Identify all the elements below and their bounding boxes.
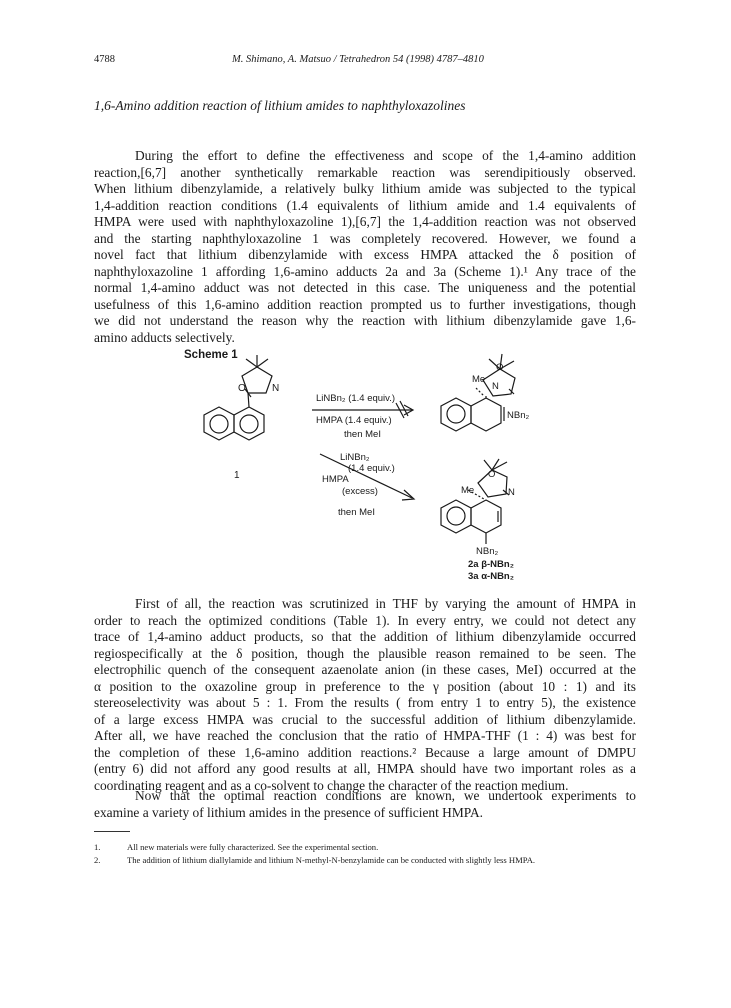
paragraph-line: regiospecifically at the δ position, though the plausible reason remained to be seen. The xyxy=(94,645,636,661)
paragraph-line: During the effort to define the effectiveness and scope of the 1,4-amino addition xyxy=(135,148,636,163)
scheme-label: Scheme 1 xyxy=(184,349,238,361)
paragraph-line: stereoselectivity was about 5 : 1. From the results ( from entry 1 to entry 5), the existence xyxy=(94,695,636,710)
footnote-text: The addition of lithium diallylamide and lithium N-methyl-N-benzylamide can be conducted with slightly less HMPA. xyxy=(127,855,536,865)
product1-ring-right xyxy=(471,398,501,431)
paragraph-line: naphthyloxazoline 1 affording 1,6-amino adducts 2a and 3a (Scheme 1).¹ Any trace of the xyxy=(94,263,636,279)
paragraph-line: normal 1,4-amino adduct was not detected in this case. The uniqueness and the potential xyxy=(94,280,636,295)
paragraph-line: 1,4-addition reaction conditions (1.4 equivalents of lithium amide and 1.4 equivalents of xyxy=(94,197,636,213)
reagent-lin-bn2: LiNBn₂ (1.4 equiv.) xyxy=(316,393,396,404)
reagent-hmpa: HMPA (1.4 equiv.) xyxy=(316,415,392,426)
product1-ring-left xyxy=(441,398,471,431)
paragraph-line: After all, we have reached the conclusion that the ratio of HMPA-THF (1 : 4) was best for xyxy=(94,728,636,743)
paragraph-line: α position to the oxazoline group in preference to the γ position (about 10 : 1) and its xyxy=(94,678,636,694)
naphthalene-ring-right xyxy=(234,407,264,440)
paragraph-line: (entry 6) did not afford any good results at all, HMPA should have two important roles as a xyxy=(94,761,636,776)
product1-oxazoline-ring xyxy=(483,369,515,396)
product1-oxygen-label: O xyxy=(496,362,504,373)
paragraph-line: the completion of these 1,6-amino addition reactions.² Because a large amount of DMPU xyxy=(94,744,636,760)
footnote-number: 1. xyxy=(94,842,101,852)
compound-label-2a: 2a β-NBn₂ xyxy=(468,559,514,570)
product2-methyl-label: Me xyxy=(461,485,475,496)
paragraph-line: electrophilic quench of the consequent azaenolate anion (in these cases, MeI) occurred at the xyxy=(94,662,636,677)
product1-nitrogen-label: N xyxy=(492,381,499,392)
paragraph-line: of a large excess HMPA was crucial to the successful addition of lithium dibenzylamide. xyxy=(94,711,636,727)
product2-nbn2-label: NBn₂ xyxy=(476,546,499,557)
compound-label-3a: 3a α-NBn₂ xyxy=(468,571,514,582)
page-number: 4788 xyxy=(94,54,115,65)
paragraph-line: examine a variety of lithium amides in the presence of sufficient HMPA. xyxy=(94,804,483,820)
nitrogen-atom-label: N xyxy=(272,383,280,394)
footnote-1 xyxy=(94,842,378,852)
running-title: M. Shimano, A. Matsuo / Tetrahedron 54 (1998) 4787–4810 xyxy=(232,54,484,65)
product1-nbn2-label: NBn₂ xyxy=(507,410,530,421)
paragraph-line: usefulness of this 1,6-amino addition reaction prompted us to further investigations, though xyxy=(94,296,636,312)
paragraph-line: order to reach the optimized conditions (Table 1). In every entry, we could not detect any xyxy=(94,612,636,628)
oxygen-atom-label: O xyxy=(238,383,246,394)
paragraph-line: novel fact that lithium dibenzylamide with excess HMPA attacked the δ position of xyxy=(94,247,636,262)
reagent-quench: then MeI xyxy=(344,429,381,440)
paragraph-3 xyxy=(94,788,636,821)
paragraph-line: reaction,[6,7] another synthetically remarkable reaction was serendipitiously observed. xyxy=(94,164,636,180)
paragraph-2 xyxy=(94,596,636,794)
reagent-hmpa: HMPA xyxy=(322,474,349,485)
compound-label-1: 1 xyxy=(234,470,240,481)
reagent-quench: then MeI xyxy=(338,507,375,518)
footnote-2 xyxy=(94,855,535,865)
paragraph-line: Now that the optimal reaction conditions are known, we undertook experiments to xyxy=(135,788,636,803)
reagent-excess: (excess) xyxy=(342,486,378,497)
paragraph-line: First of all, the reaction was scrutinized in THF by varying the amount of HMPA in xyxy=(135,596,636,611)
paragraph-line: trace of 1,4-amino adduct products, so that the addition of lithium dibenzylamide occurred xyxy=(94,629,636,644)
footnote-number: 2. xyxy=(94,855,101,865)
paragraph-line: When lithium dibenzylamide, a relatively bulky lithium amide was subjected to the typical xyxy=(94,181,636,196)
paragraph-line: and the starting naphthyloxazoline 1 was completely recovered. However, we found a xyxy=(94,230,636,246)
footnote-rule xyxy=(94,831,130,832)
product2-oxygen-label: O xyxy=(488,469,496,480)
product1-methyl-label: Me xyxy=(472,374,486,385)
paragraph-line: we did not understand the reason why the reaction with lithium dibenzylamide gave 1,6- xyxy=(94,313,636,328)
naphthalene-ring-left xyxy=(204,407,234,440)
footnote-text: All new materials were fully characterized. See the experimental section. xyxy=(127,842,379,852)
section-title: 1,6-Amino addition reaction of lithium amides to naphthyloxazolines xyxy=(94,98,466,113)
paragraph-line: HMPA were used with naphthyloxazoline 1),[6,7] the 1,4-addition reaction was not observed xyxy=(94,214,636,229)
product2-ring-left xyxy=(441,500,471,533)
paragraph-line: coordinating reagent and as a co-solvent to change the character of the reaction medium. xyxy=(94,777,569,793)
oxazoline-ring xyxy=(242,367,272,393)
product2-nitrogen-label: N xyxy=(508,487,515,498)
paragraph-line: amino adducts selectively. xyxy=(94,329,235,345)
reagent-lin-bn2: LiNBn₂ xyxy=(340,452,370,463)
reagent-equiv: (1.4 equiv.) xyxy=(348,463,395,474)
product2-ring-right xyxy=(471,500,501,533)
